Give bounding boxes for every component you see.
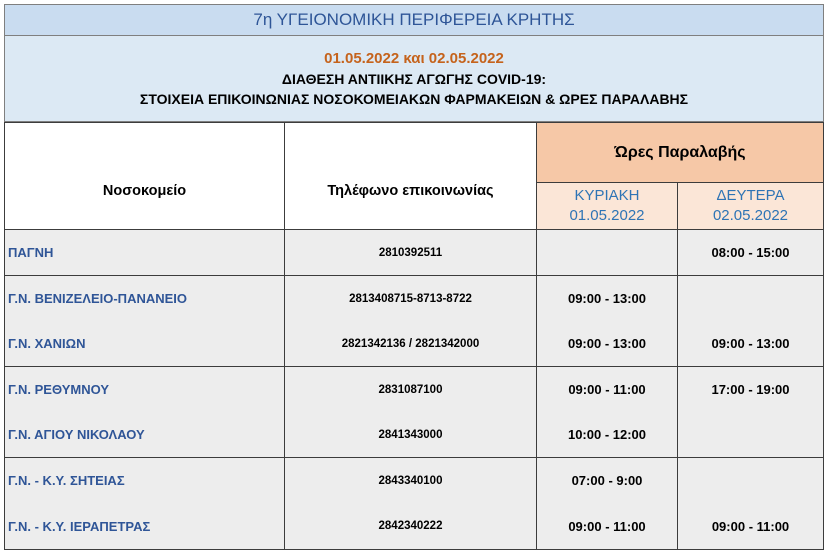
day1-hours-cell: 09:00 - 11:00 [536, 503, 678, 550]
day1-date: 01.05.2022 [569, 207, 645, 224]
day1-name: ΚΥΡΙΑΚΗ [574, 187, 640, 204]
phone-cell: 2842340222 [284, 503, 537, 550]
hospital-cell: Γ.Ν. ΡΕΘΥΜΝΟΥ [4, 367, 285, 413]
day2-date: 02.05.2022 [712, 207, 789, 224]
day1-hours-cell: 09:00 - 11:00 [536, 367, 678, 413]
region-title: 7η ΥΓΕΙΟΝΟΜΙΚΗ ΠΕΡΙΦΕΡΕΙΑ ΚΡΗΤΗΣ [4, 4, 824, 36]
phone-cell: 2813408715-8713-8722 [284, 276, 537, 322]
hospital-cell: Γ.Ν. ΒΕΝΙΖΕΛΕΙΟ-ΠΑΝΑΝΕΙΟ [4, 276, 285, 322]
phone-header-label: Τηλέφωνο επικοινωνίας [327, 183, 494, 199]
day2-hours-cell: 17:00 - 19:00 [677, 367, 824, 413]
day2-hours-cell [677, 412, 824, 458]
dates-line: 01.05.2022 και 02.05.2022 [324, 49, 504, 67]
day2-header [677, 182, 824, 230]
day2-name: ΔΕΥΤΕΡΑ [716, 187, 785, 204]
phone-cell: 2831087100 [284, 367, 537, 413]
day2-hours-cell [677, 458, 824, 504]
subtitle-line-1: ΔΙΑΘΕΣΗ ΑΝΤΙΙΚΗΣ ΑΓΩΓΗΣ COVID-19: [281, 70, 547, 87]
day2-hours-cell: 08:00 - 15:00 [677, 230, 824, 276]
day2-hours-cell: 09:00 - 11:00 [677, 503, 824, 550]
phone-cell: 2810392511 [284, 230, 537, 276]
day1-hours-cell [536, 230, 678, 276]
day1-header [536, 182, 678, 230]
hospital-cell: Γ.Ν. - Κ.Υ. ΙΕΡΑΠΕΤΡΑΣ [4, 503, 285, 550]
phone-column-header [284, 122, 537, 230]
subtitle-block [4, 36, 824, 122]
day1-hours-cell: 09:00 - 13:00 [536, 276, 678, 322]
hospital-cell: Γ.Ν. ΑΓΙΟΥ ΝΙΚΟΛΑΟΥ [4, 412, 285, 458]
subtitle-line-2: ΣΤΟΙΧΕΙΑ ΕΠΙΚΟΙΝΩΝΙΑΣ ΝΟΣΟΚΟΜΕΙΑΚΩΝ ΦΑΡΜΑΚΕΙΩΝ & ΩΡΕΣ ΠΑΡΑΛΑΒΗΣ [139, 90, 689, 107]
day2-hours-cell: 09:00 - 13:00 [677, 321, 824, 367]
hospital-cell: Γ.Ν. - Κ.Υ. ΣΗΤΕΙΑΣ [4, 458, 285, 504]
hospital-column-header [4, 122, 285, 230]
phone-cell: 2841343000 [284, 412, 537, 458]
document-table [4, 4, 824, 550]
day1-hours-cell: 09:00 - 13:00 [536, 321, 678, 367]
hospital-header-label: Νοσοκομείο [102, 183, 187, 199]
day1-hours-cell: 10:00 - 12:00 [536, 412, 678, 458]
day1-hours-cell: 07:00 - 9:00 [536, 458, 678, 504]
phone-cell: 2843340100 [284, 458, 537, 504]
phone-cell: 2821342136 / 2821342000 [284, 321, 537, 367]
hours-header: Ώρες Παραλαβής [536, 122, 824, 183]
hospital-cell: Γ.Ν. ΧΑΝΙΩΝ [4, 321, 285, 367]
hospital-cell: ΠΑΓΝΗ [4, 230, 285, 276]
day2-hours-cell [677, 276, 824, 322]
